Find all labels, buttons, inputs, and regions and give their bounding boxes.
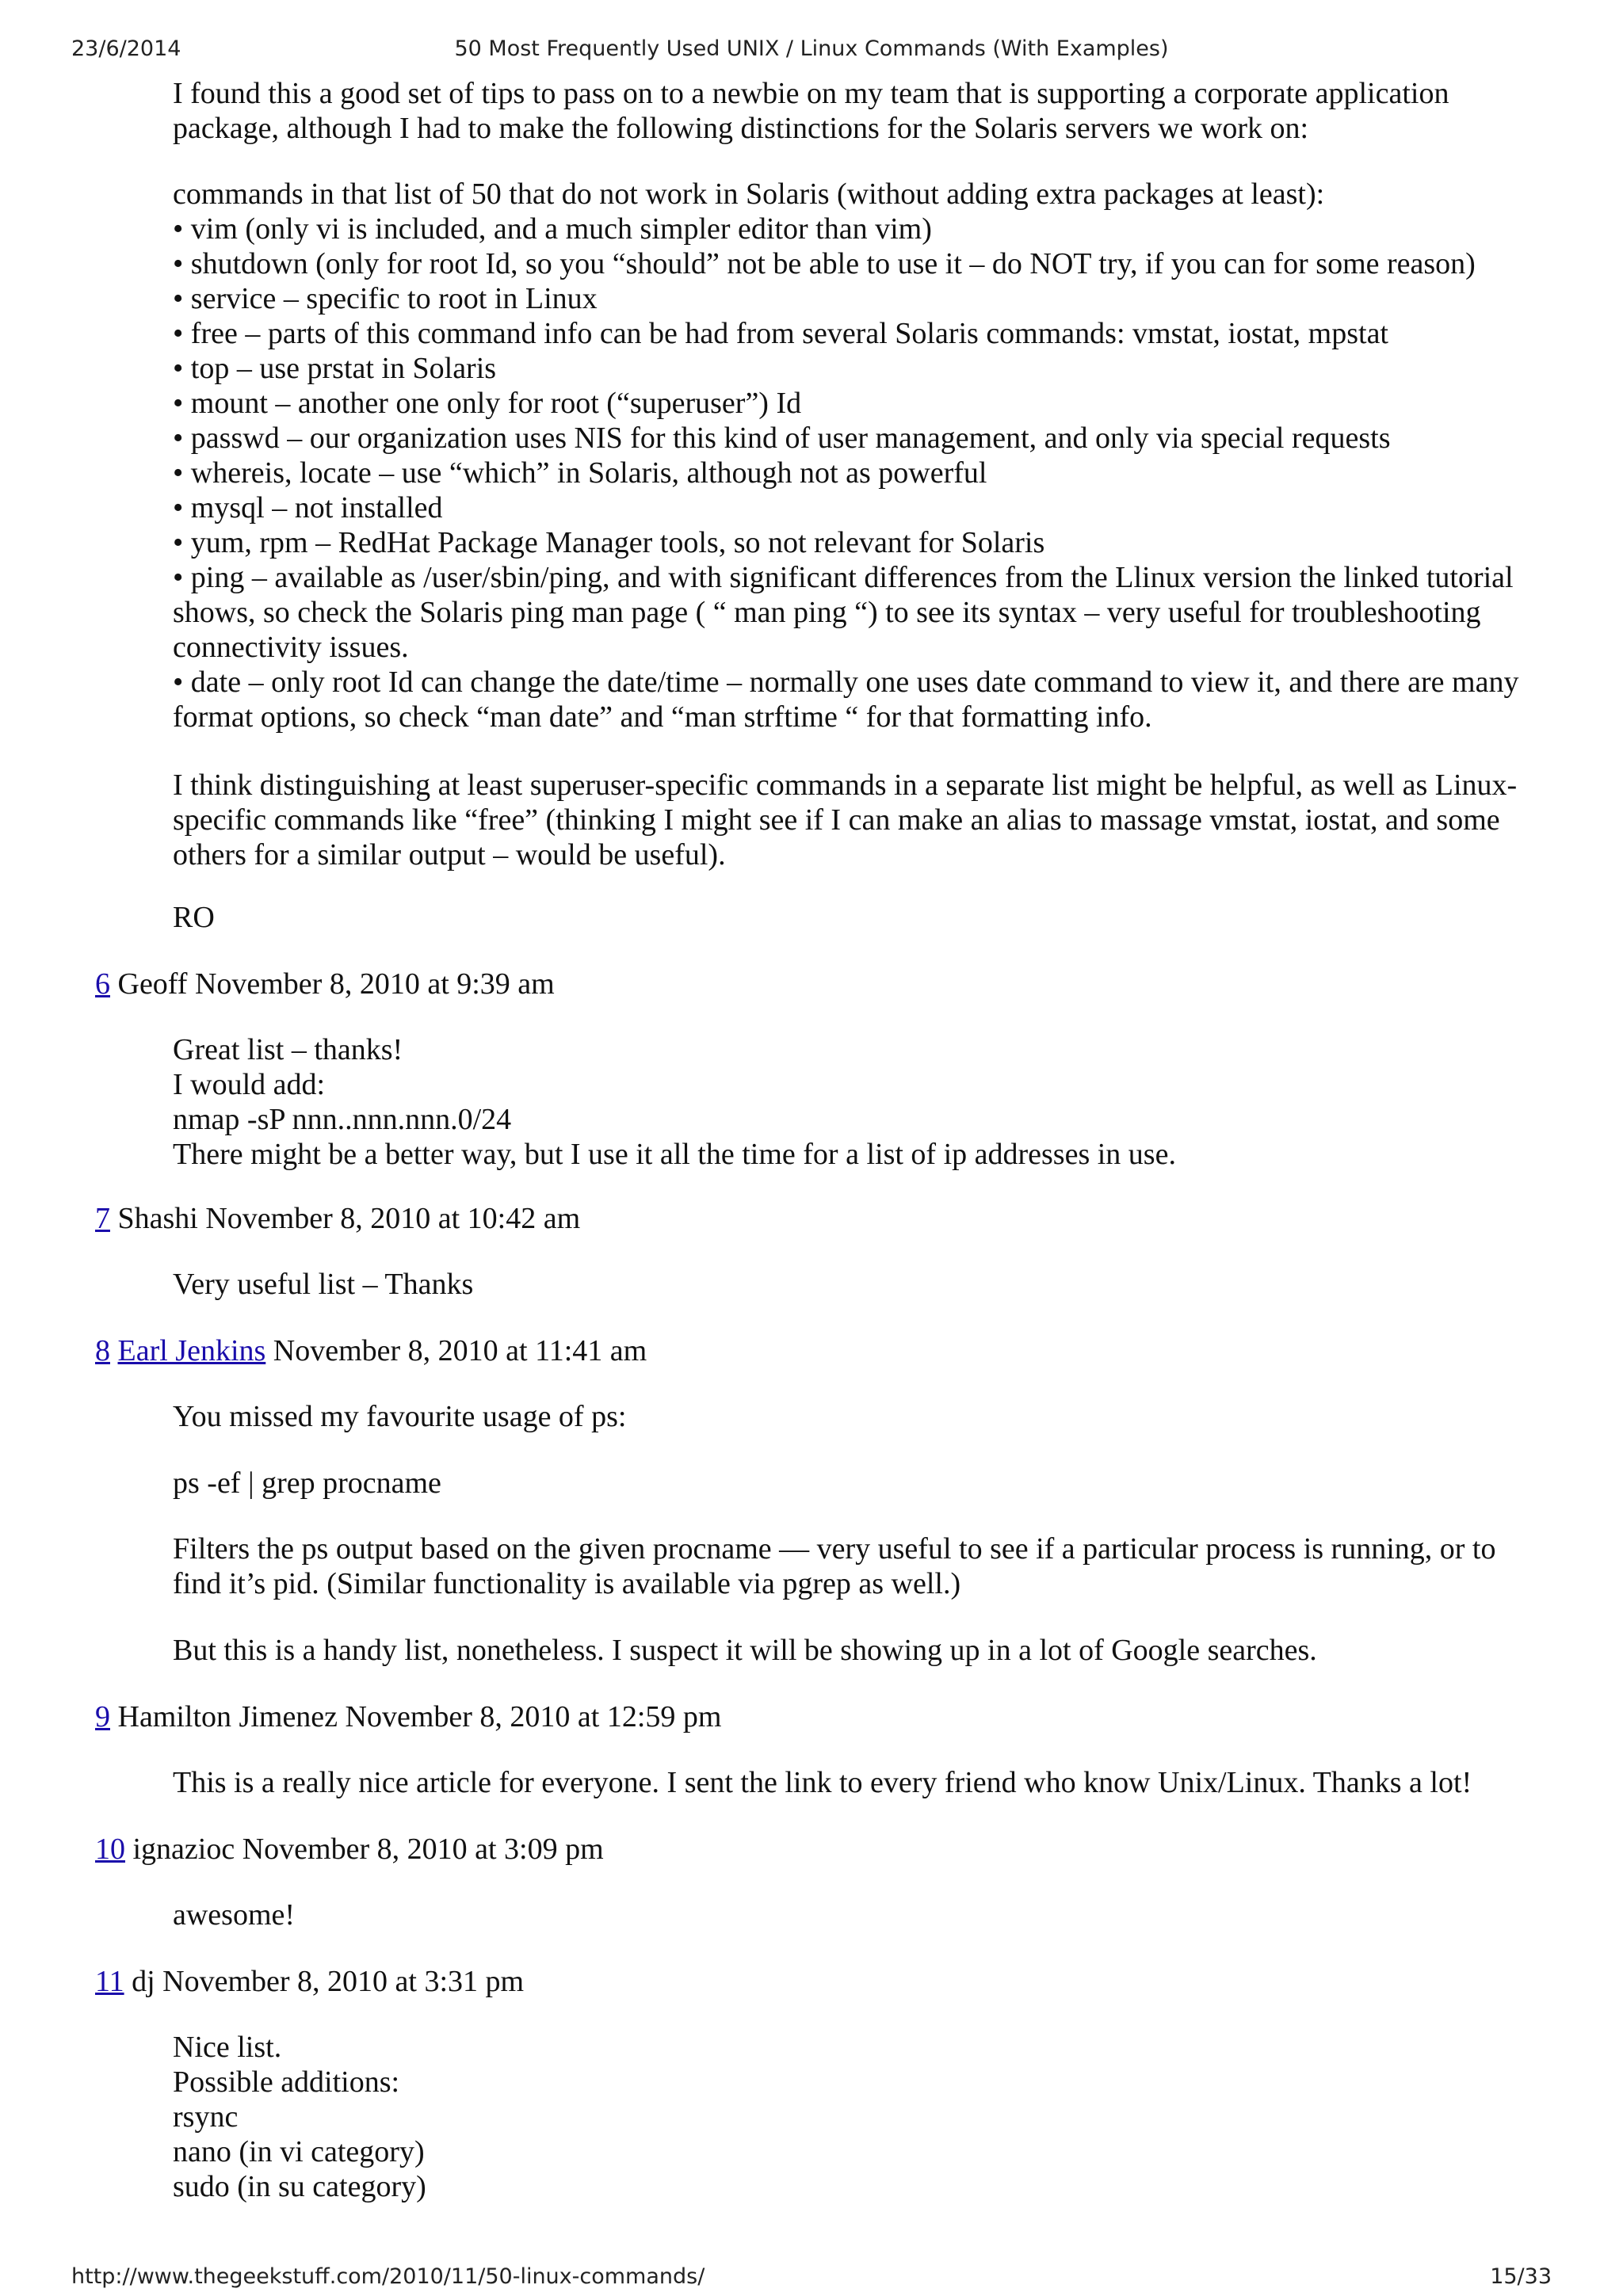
comment-permalink[interactable]: 8	[95, 1334, 110, 1367]
comment-text: Nice list.	[173, 2031, 282, 2064]
comment-header	[95, 1333, 1522, 1368]
page-number: 15/33	[1490, 2264, 1552, 2289]
comment-text: I would add:	[173, 1068, 326, 1101]
comment-text: package, although I had to make the following distinctions for the Solaris servers we work on:	[173, 112, 1309, 145]
comment-author: Shashi	[117, 1202, 198, 1235]
list-item: • mysql – not installed	[173, 491, 443, 524]
list-item: • passwd – our organization uses NIS for this kind of user management, and only via special requests	[173, 421, 1391, 455]
comment-header	[95, 967, 1522, 1001]
code-snippet: ps -ef | grep procname	[173, 1466, 441, 1500]
comment-5-list	[173, 177, 1552, 734]
comment-header	[95, 1699, 1522, 1734]
list-item: connectivity issues.	[173, 631, 409, 664]
comment-text: find it’s pid. (Similar functionality is available via pgrep as well.)	[173, 1567, 961, 1600]
print-page-title: 50 Most Frequently Used UNIX / Linux Commands (With Examples)	[454, 36, 1169, 61]
comment-text: You missed my favourite usage of ps:	[173, 1400, 627, 1433]
print-footer	[0, 2264, 1623, 2296]
comment-5-closing	[173, 768, 1552, 872]
list-item: format options, so check “man date” and “man strftime “ for that formatting info.	[173, 700, 1152, 734]
comment-text: nmap -sP nnn..nnn.nnn.0/24	[173, 1103, 512, 1136]
comment-text: This is a really nice article for everyone. I sent the link to every friend who know Unix/Linux. Thanks a lot!	[173, 1766, 1472, 1799]
list-item: • mount – another one only for root (“superuser”) Id	[173, 387, 802, 420]
comment-body	[173, 1466, 1552, 1501]
comment-date: November 8, 2010 at 11:41 am	[273, 1334, 647, 1367]
comment-author: Geoff	[117, 967, 188, 1001]
comment-permalink[interactable]: 7	[95, 1202, 110, 1235]
comment-text: specific commands like “free” (thinking I might see if I can make an alias to massage vmstat, iostat, and some	[173, 803, 1500, 837]
list-item: • service – specific to root in Linux	[173, 282, 598, 315]
comment-text: Great list – thanks!	[173, 1033, 403, 1066]
comment-text: I think distinguishing at least superuser-specific commands in a separate list might be helpful, as well as Linux-	[173, 769, 1518, 802]
comment-text: Filters the ps output based on the given procname — very useful to see if a particular process is running, or to	[173, 1532, 1496, 1566]
comment-permalink[interactable]: 9	[95, 1700, 110, 1733]
comment-body	[173, 1765, 1552, 1800]
comment-body	[173, 1531, 1552, 1601]
comment-permalink[interactable]: 10	[95, 1833, 125, 1866]
comment-body	[173, 1897, 1552, 1932]
list-item: • top – use prstat in Solaris	[173, 352, 497, 385]
comment-date: November 8, 2010 at 3:09 pm	[242, 1833, 604, 1866]
comment-header	[95, 1201, 1522, 1236]
comment-body	[173, 1267, 1552, 1302]
print-header	[0, 36, 1623, 68]
comment-body	[173, 2030, 1552, 2204]
comment-text: rsync	[173, 2100, 239, 2134]
list-item: • yum, rpm – RedHat Package Manager tools, so not relevant for Solaris	[173, 526, 1045, 559]
comment-author-link[interactable]: Earl Jenkins	[117, 1334, 266, 1367]
list-item: shows, so check the Solaris ping man page ( “ man ping “) to see its syntax – very useful for troubleshooting	[173, 596, 1481, 629]
comment-text: I found this a good set of tips to pass on to a newbie on my team that is supporting a corporate application	[173, 77, 1449, 110]
page-url: http://www.thegeekstuff.com/2010/11/50-linux-commands/	[71, 2264, 705, 2289]
comment-author: Hamilton Jimenez	[117, 1700, 338, 1733]
comment-header	[95, 1832, 1522, 1867]
comment-author: dj	[132, 1965, 155, 1998]
comment-text: nano (in vi category)	[173, 2135, 425, 2168]
comment-5-signature	[173, 900, 1552, 935]
list-item: • whereis, locate – use “which” in Solaris, although not as powerful	[173, 456, 987, 490]
list-item: • ping – available as /user/sbin/ping, and with significant differences from the Llinux version the linked tutorial	[173, 561, 1514, 594]
comment-text: There might be a better way, but I use it all the time for a list of ip addresses in use.	[173, 1138, 1176, 1171]
comment-permalink[interactable]: 11	[95, 1965, 124, 1998]
comment-date: November 8, 2010 at 12:59 pm	[345, 1700, 722, 1733]
comment-text: Possible additions:	[173, 2065, 400, 2099]
comment-text: Very useful list – Thanks	[173, 1268, 474, 1301]
comment-header	[95, 1964, 1522, 1999]
comment-text: But this is a handy list, nonetheless. I suspect it will be showing up in a lot of Google searches.	[173, 1634, 1317, 1667]
comment-body	[173, 1399, 1552, 1434]
signature: RO	[173, 901, 215, 934]
comment-date: November 8, 2010 at 3:31 pm	[162, 1965, 525, 1998]
comment-text: awesome!	[173, 1898, 296, 1932]
list-item: • shutdown (only for root Id, so you “should” not be able to use it – do NOT try, if you can for some reason)	[173, 247, 1476, 280]
comment-date: November 8, 2010 at 9:39 am	[194, 967, 555, 1001]
comment-5-body	[173, 76, 1552, 146]
print-date: 23/6/2014	[71, 36, 181, 61]
comment-text: commands in that list of 50 that do not work in Solaris (without adding extra packages at least):	[173, 177, 1325, 211]
comment-text: sudo (in su category)	[173, 2170, 426, 2203]
list-item: • vim (only vi is included, and a much simpler editor than vim)	[173, 212, 932, 246]
comment-author: ignazioc	[132, 1833, 235, 1866]
list-item: • date – only root Id can change the date/time – normally one uses date command to view it, and there are many	[173, 666, 1519, 699]
list-item: • free – parts of this command info can be had from several Solaris commands: vmstat, iostat, mpstat	[173, 317, 1388, 350]
comment-text: others for a similar output – would be useful).	[173, 838, 726, 871]
comment-date: November 8, 2010 at 10:42 am	[205, 1202, 581, 1235]
comment-permalink[interactable]: 6	[95, 967, 110, 1001]
comment-body	[173, 1633, 1552, 1668]
comment-body	[173, 1032, 1552, 1172]
